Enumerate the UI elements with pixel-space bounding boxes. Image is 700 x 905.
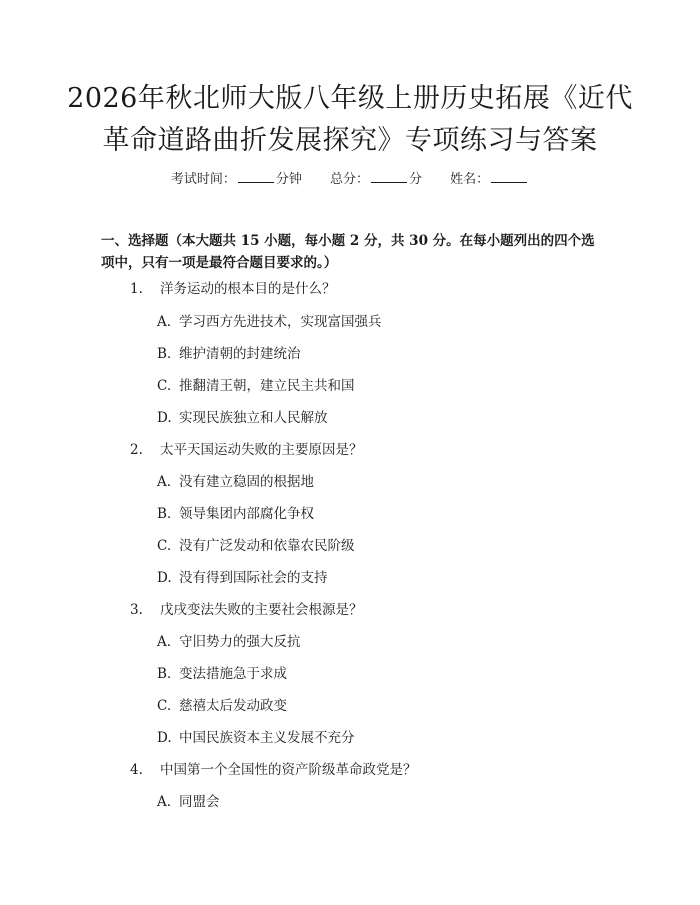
option-item <box>157 472 314 492</box>
question-number: 4. <box>130 762 143 778</box>
student-name-label: 姓名： <box>450 172 490 187</box>
option-text: 守旧势力的强大反抗 <box>179 634 301 650</box>
total-score <box>330 172 426 187</box>
total-score-label: 总分： <box>329 172 369 187</box>
question-item <box>130 279 336 299</box>
exam-time-label: 考试时间： <box>170 172 236 187</box>
option-letter: B. <box>157 506 172 522</box>
option-item <box>157 728 355 748</box>
option-letter: B. <box>157 666 172 682</box>
option-letter: D. <box>157 730 172 746</box>
option-letter: A. <box>157 794 172 810</box>
option-letter: C. <box>157 698 172 714</box>
option-text: 慈禧太后发动政变 <box>179 698 287 714</box>
option-item <box>157 312 382 332</box>
option-item <box>157 376 355 396</box>
option-text: 没有得到国际社会的支持 <box>179 570 328 586</box>
option-item <box>157 536 355 556</box>
option-text: 推翻清王朝，建立民主共和国 <box>179 378 355 394</box>
option-letter: D. <box>157 570 172 586</box>
document-title: 2026年秋北师大版八年级上册历史拓展《近代革命道路曲折发展探究》专项练习与答案 <box>67 83 633 156</box>
question-number: 2. <box>130 442 143 458</box>
question-text: 太平天国运动失败的主要原因是？ <box>160 442 363 458</box>
question-item <box>130 600 363 620</box>
option-item <box>157 664 287 684</box>
option-text: 学习西方先进技术，实现富国强兵 <box>179 314 382 330</box>
question-text: 中国第一个全国性的资产阶级革命政党是？ <box>160 762 417 778</box>
section-heading: 一、选择题（本大题共 15 小题，每小题 2 分，共 30 分。在每小题列出的四个选项中，只有一项是最符合题目要求的。） <box>101 233 595 271</box>
student-name <box>450 172 529 187</box>
option-item <box>157 632 301 652</box>
total-score-unit: 分 <box>409 172 423 187</box>
option-text: 没有建立稳固的根据地 <box>179 474 314 490</box>
total-score-blank <box>371 168 407 183</box>
exam-time-unit: 分钟 <box>275 172 302 187</box>
option-text: 没有广泛发动和依靠农民阶级 <box>179 538 355 554</box>
exam-meta-line <box>0 168 700 190</box>
option-text: 中国民族资本主义发展不充分 <box>179 730 355 746</box>
option-item <box>157 344 301 364</box>
option-item <box>157 504 314 524</box>
option-item <box>157 408 328 428</box>
option-letter: C. <box>157 378 172 394</box>
option-letter: A. <box>157 634 172 650</box>
option-text: 实现民族独立和人民解放 <box>179 410 328 426</box>
question-text: 洋务运动的根本目的是什么？ <box>160 281 336 297</box>
option-letter: B. <box>157 346 172 362</box>
option-letter: D. <box>157 410 172 426</box>
option-letter: A. <box>157 314 172 330</box>
option-text: 领导集团内部腐化争权 <box>179 506 314 522</box>
option-letter: C. <box>157 538 172 554</box>
question-number: 3. <box>130 602 143 618</box>
option-item <box>157 792 220 812</box>
exam-time <box>171 172 306 187</box>
question-item <box>130 760 417 780</box>
option-text: 同盟会 <box>179 794 220 810</box>
student-name-blank <box>491 168 527 183</box>
option-text: 变法措施急于求成 <box>179 666 287 682</box>
question-item <box>130 440 363 460</box>
question-text: 戊戌变法失败的主要社会根源是？ <box>160 602 363 618</box>
option-letter: A. <box>157 474 172 490</box>
option-text: 维护清朝的封建统治 <box>179 346 301 362</box>
option-item <box>157 568 328 588</box>
exam-time-blank <box>238 168 274 183</box>
option-item <box>157 696 287 716</box>
question-number: 1. <box>130 281 143 297</box>
